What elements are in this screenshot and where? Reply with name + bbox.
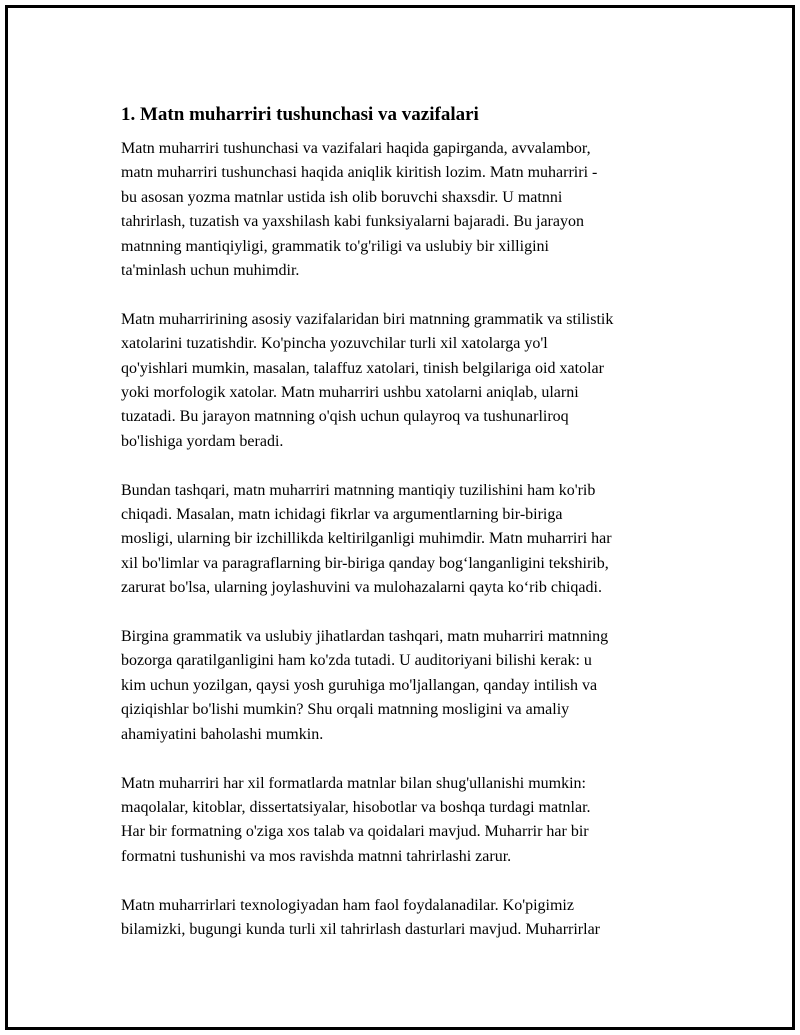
text-line: bu asosan yozma matnlar ustida ish olib boruvchi shaxsdir. U matnni [121,188,563,206]
paragraph [121,625,701,747]
text-line: qiziqishlar bo'lishi mumkin? Shu orqali matnning mosligini va amaliy [121,701,570,719]
page-frame [5,5,795,1030]
text-line: kim uchun yozilgan, qaysi yosh guruhiga mo'ljallangan, qanday intilish va [121,676,598,694]
text-line: Matn muharriri har xil formatlarda matnlar bilan shug'ullanishi mumkin: [121,774,586,792]
text-line: Matn muharrirlari texnologiyadan ham faol foydalanadilar. Ko'pigimiz [121,896,574,914]
text-line: tuzatadi. Bu jarayon matnning o'qish uchun qulayroq va tushunarliroq [121,408,569,426]
document-title: 1. Matn muharriri tushunchasi va vazifalari [121,104,479,125]
text-line: Har bir formatning o'ziga xos talab va qoidalari mavjud. Muharrir har bir [121,823,589,841]
paragraph [121,308,701,454]
text-line: bo'lishiga yordam beradi. [121,432,284,450]
text-line: mosligi, ularning bir izchillikda keltirilganligi muhimdir. Matn muharriri har [121,530,612,548]
document-body [121,101,701,967]
text-line: Matn muharriri tushunchasi va vazifalari haqida gapirganda, avvalambor, [121,140,591,157]
text-line: Bundan tashqari, matn muharriri matnning mantiqiy tuzilishini ham ko'rib [121,481,596,499]
text-line: Matn muharririning asosiy vazifalaridan biri matnning grammatik va stilistik [121,310,614,328]
text-line: zarurat bo'lsa, ularning joylashuvini va mulohazalarni qayta ko‘rib chiqadi. [121,579,602,597]
paragraph [121,772,701,870]
text-line: Birgina grammatik va uslubiy jihatlardan tashqari, matn muharriri matnning [121,628,609,646]
paragraph [121,137,701,283]
text-line: ta'minlash uchun muhimdir. [121,262,300,280]
paragraph [121,479,701,601]
text-line: bozorga qaratilganligini ham ko'zda tutadi. U auditoriyani bilishi kerak: u [121,652,592,670]
text-line: bilamizki, bugungi kunda turli xil tahrirlash dasturlari mavjud. Muharrirlar [121,920,600,938]
text-line: xil bo'limlar va paragraflarning bir-biriga qanday bog‘langanligini tekshirib, [121,554,609,572]
text-line: matnning mantiqiyligi, grammatik to'g'riligi va uslubiy bir xilligini [121,237,549,255]
text-line: formatni tushunishi va mos ravishda matnni tahrirlashi zarur. [121,847,512,865]
text-line: qo'yishlari mumkin, masalan, talaffuz xatolari, tinish belgilariga oid xatolar [121,359,604,377]
paragraph [121,894,701,943]
text-line: yoki morfologik xatolar. Matn muharriri ushbu xatolarni aniqlab, ularni [121,384,579,402]
text-line: tahrirlash, tuzatish va yaxshilash kabi funksiyalarni bajaradi. Bu jarayon [121,213,584,231]
text-line: xatolarini tuzatishdir. Ko'pincha yozuvchilar turli xil xatolarga yo'l [121,335,548,353]
text-line: maqolalar, kitoblar, dissertatsiyalar, hisobotlar va boshqa turdagi matnlar. [121,798,591,816]
text-line: chiqadi. Masalan, matn ichidagi fikrlar va argumentlarning bir-biriga [121,506,563,524]
text-line: ahamiyatini baholashi mumkin. [121,725,324,743]
text-line: matn muharriri tushunchasi haqida aniqlik kiritish lozim. Matn muharriri - [121,164,598,182]
